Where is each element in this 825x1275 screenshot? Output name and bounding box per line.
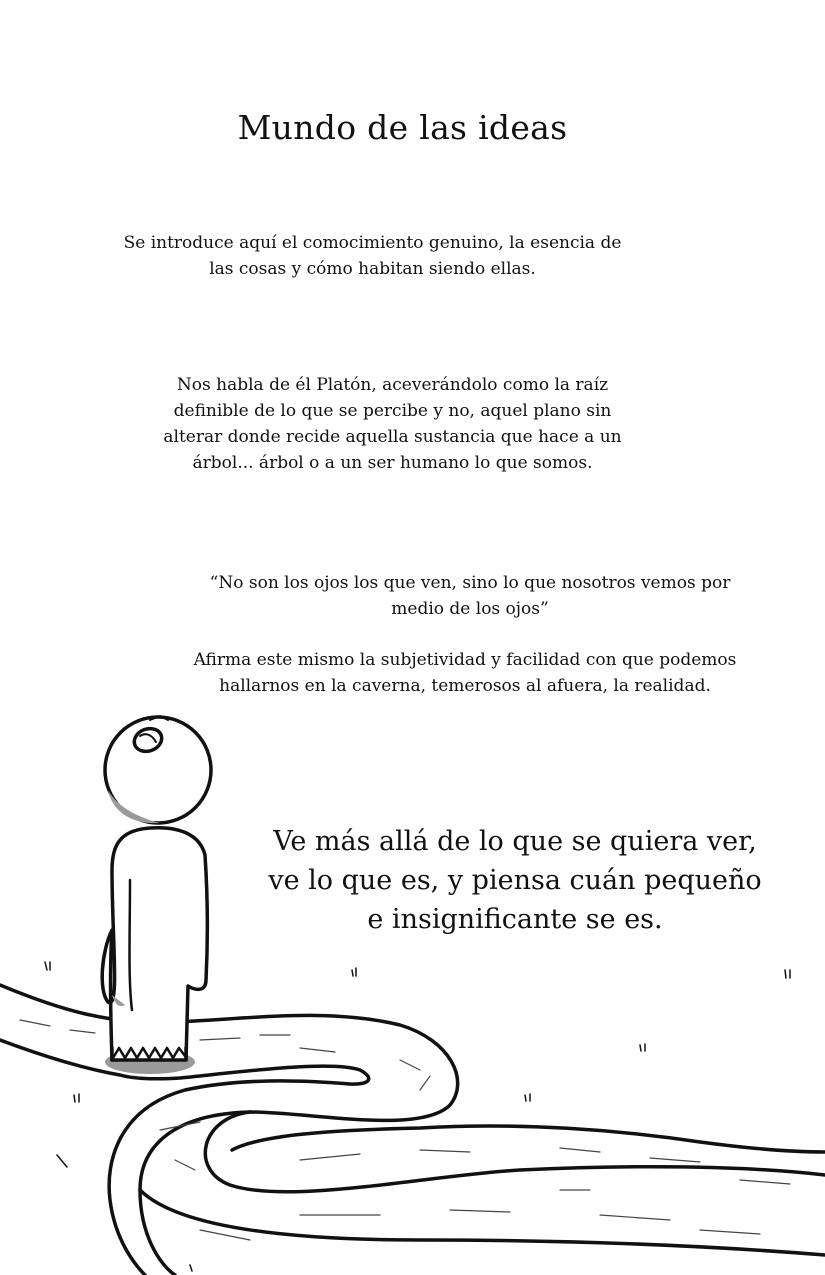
affirm-line: hallarnos en la caverna, temerosos al afuera, la realidad.	[219, 676, 711, 696]
maxim-text	[255, 822, 775, 939]
page-title: Mundo de las ideas	[237, 108, 568, 147]
maxim-line: e insignificante se es.	[367, 904, 663, 935]
plato-line: Nos habla de él Platón, aceverándolo como la raíz	[176, 375, 609, 395]
plato-line: alterar donde recide aquella sustancia que hace a un	[163, 427, 622, 447]
figure-looking-up	[102, 716, 211, 1060]
intro-line: Se introduce aquí el comocimiento genuino, la esencia de	[123, 233, 622, 253]
plato-line: definible de lo que se percibe y no, aquel plano sin	[173, 401, 612, 421]
affirm-line: Afirma este mismo la subjetividad y facilidad con que podemos	[193, 650, 737, 670]
intro-line: las cosas y cómo habitan siendo ellas.	[209, 259, 536, 279]
maxim-line: Ve más allá de lo que se quiera ver,	[273, 826, 757, 857]
quote-line: medio de los ojos”	[391, 599, 549, 619]
maxim-line: ve lo que es, y piensa cuán pequeño	[268, 865, 762, 896]
quote-line: “No son los ojos los que ven, sino lo que nosotros vemos por	[209, 573, 731, 593]
plato-line: árbol... árbol o a un ser humano lo que somos.	[192, 453, 593, 473]
